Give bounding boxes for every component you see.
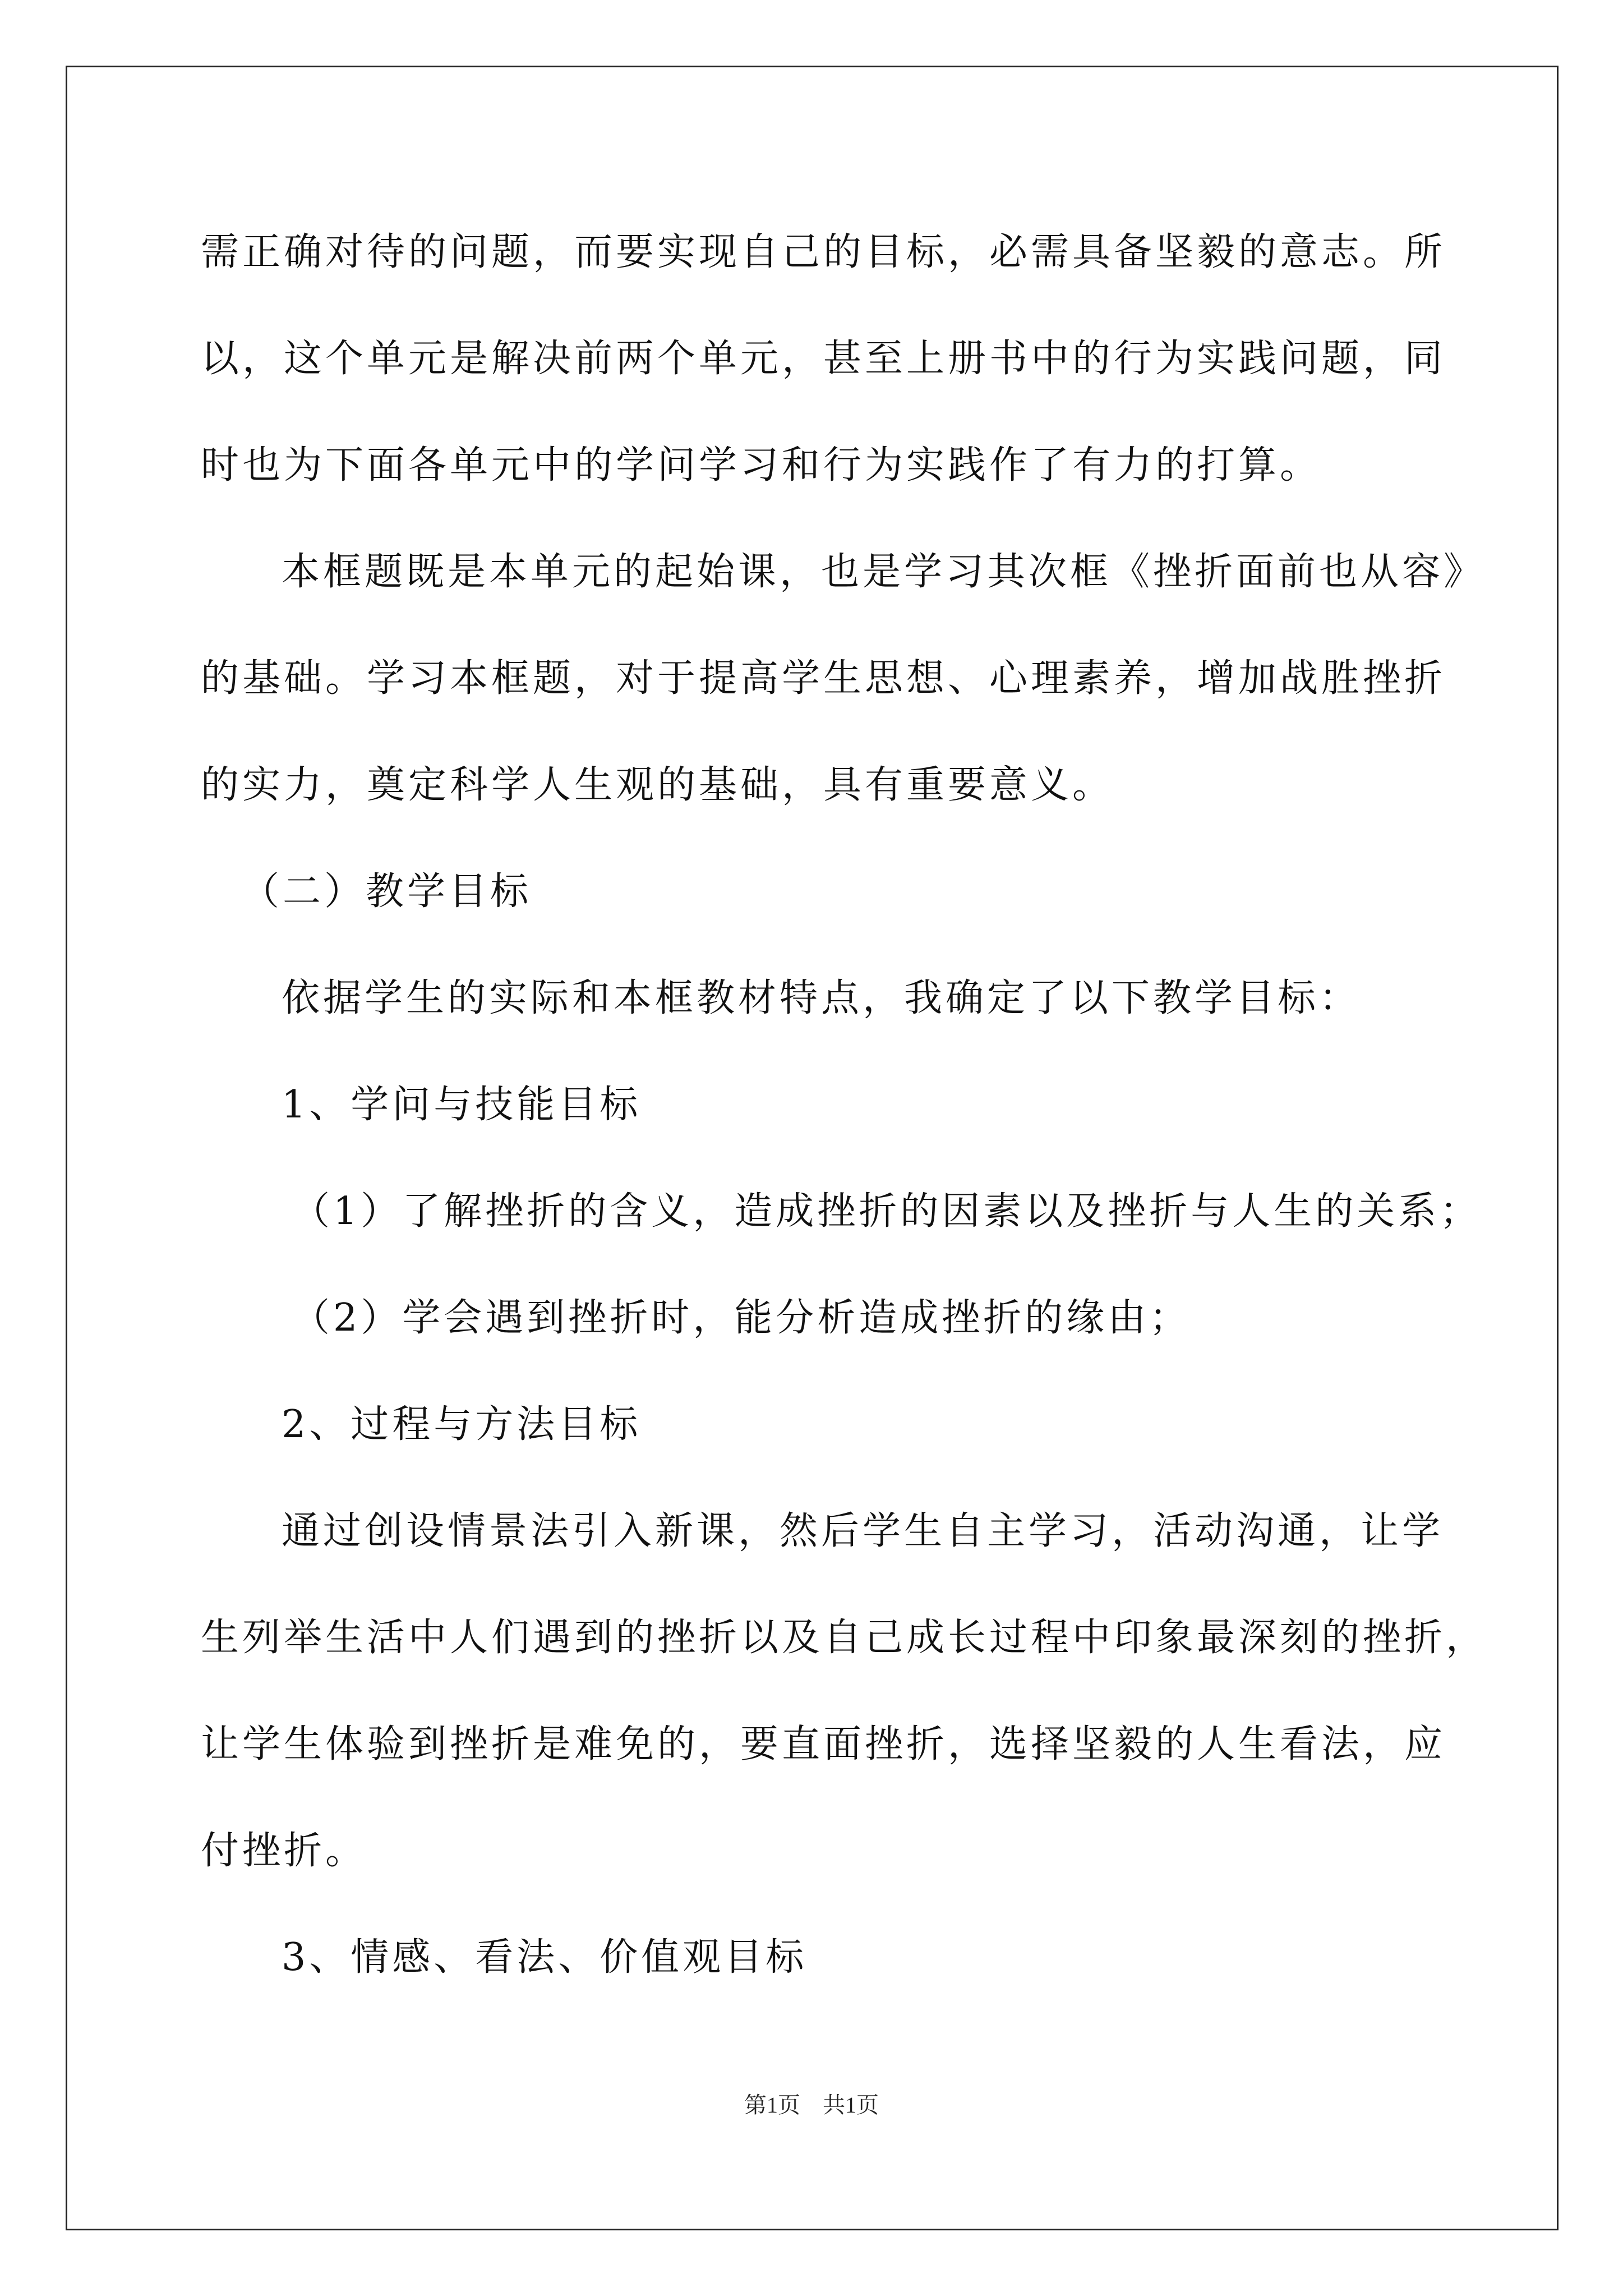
paragraph-line: 付挫折。 <box>201 1829 367 1873</box>
paragraph-line: 以，这个单元是解决前两个单元，甚至上册书中的行为实践问题，同 <box>201 337 1446 381</box>
paragraph-line: 需正确对待的问题，而要实现自己的目标，必需具备坚毅的意志。所 <box>201 230 1446 274</box>
page-number-footer: 第1页 共1页 <box>744 2092 879 2118</box>
subsection-heading: 3、情感、看法、价值观目标 <box>282 1935 808 1980</box>
paragraph-line: 让学生体验到挫折是难免的，要直面挫折，选择坚毅的人生看法，应 <box>201 1722 1446 1766</box>
list-item: （1）了解挫折的含义，造成挫折的因素以及挫折与人生的关系； <box>292 1189 1482 1234</box>
paragraph-line: 本框题既是本单元的起始课，也是学习其次框《挫折面前也从容》 <box>282 550 1486 594</box>
subsection-heading: 1、学问与技能目标 <box>282 1083 642 1127</box>
paragraph-line: 生列举生活中人们遇到的挫折以及自己成长过程中印象最深刻的挫折， <box>201 1616 1488 1660</box>
paragraph-line: 依据学生的实际和本框教材特点，我确定了以下教学目标： <box>282 976 1361 1020</box>
paragraph-line: 的基础。学习本框题，对于提高学生思想、心理素养，增加战胜挫折 <box>201 656 1446 701</box>
list-item: （2）学会遇到挫折时，能分析造成挫折的缘由； <box>292 1296 1191 1340</box>
section-heading: （二）教学目标 <box>241 869 532 914</box>
paragraph-line: 的实力，奠定科学人生观的基础，具有重要意义。 <box>201 763 1114 807</box>
page-border <box>66 66 1559 2230</box>
paragraph-line: 通过创设情景法引入新课，然后学生自主学习，活动沟通，让学 <box>282 1509 1444 1553</box>
paragraph-line: 时也为下面各单元中的学问学习和行为实践作了有力的打算。 <box>201 443 1322 487</box>
subsection-heading: 2、过程与方法目标 <box>282 1402 642 1447</box>
